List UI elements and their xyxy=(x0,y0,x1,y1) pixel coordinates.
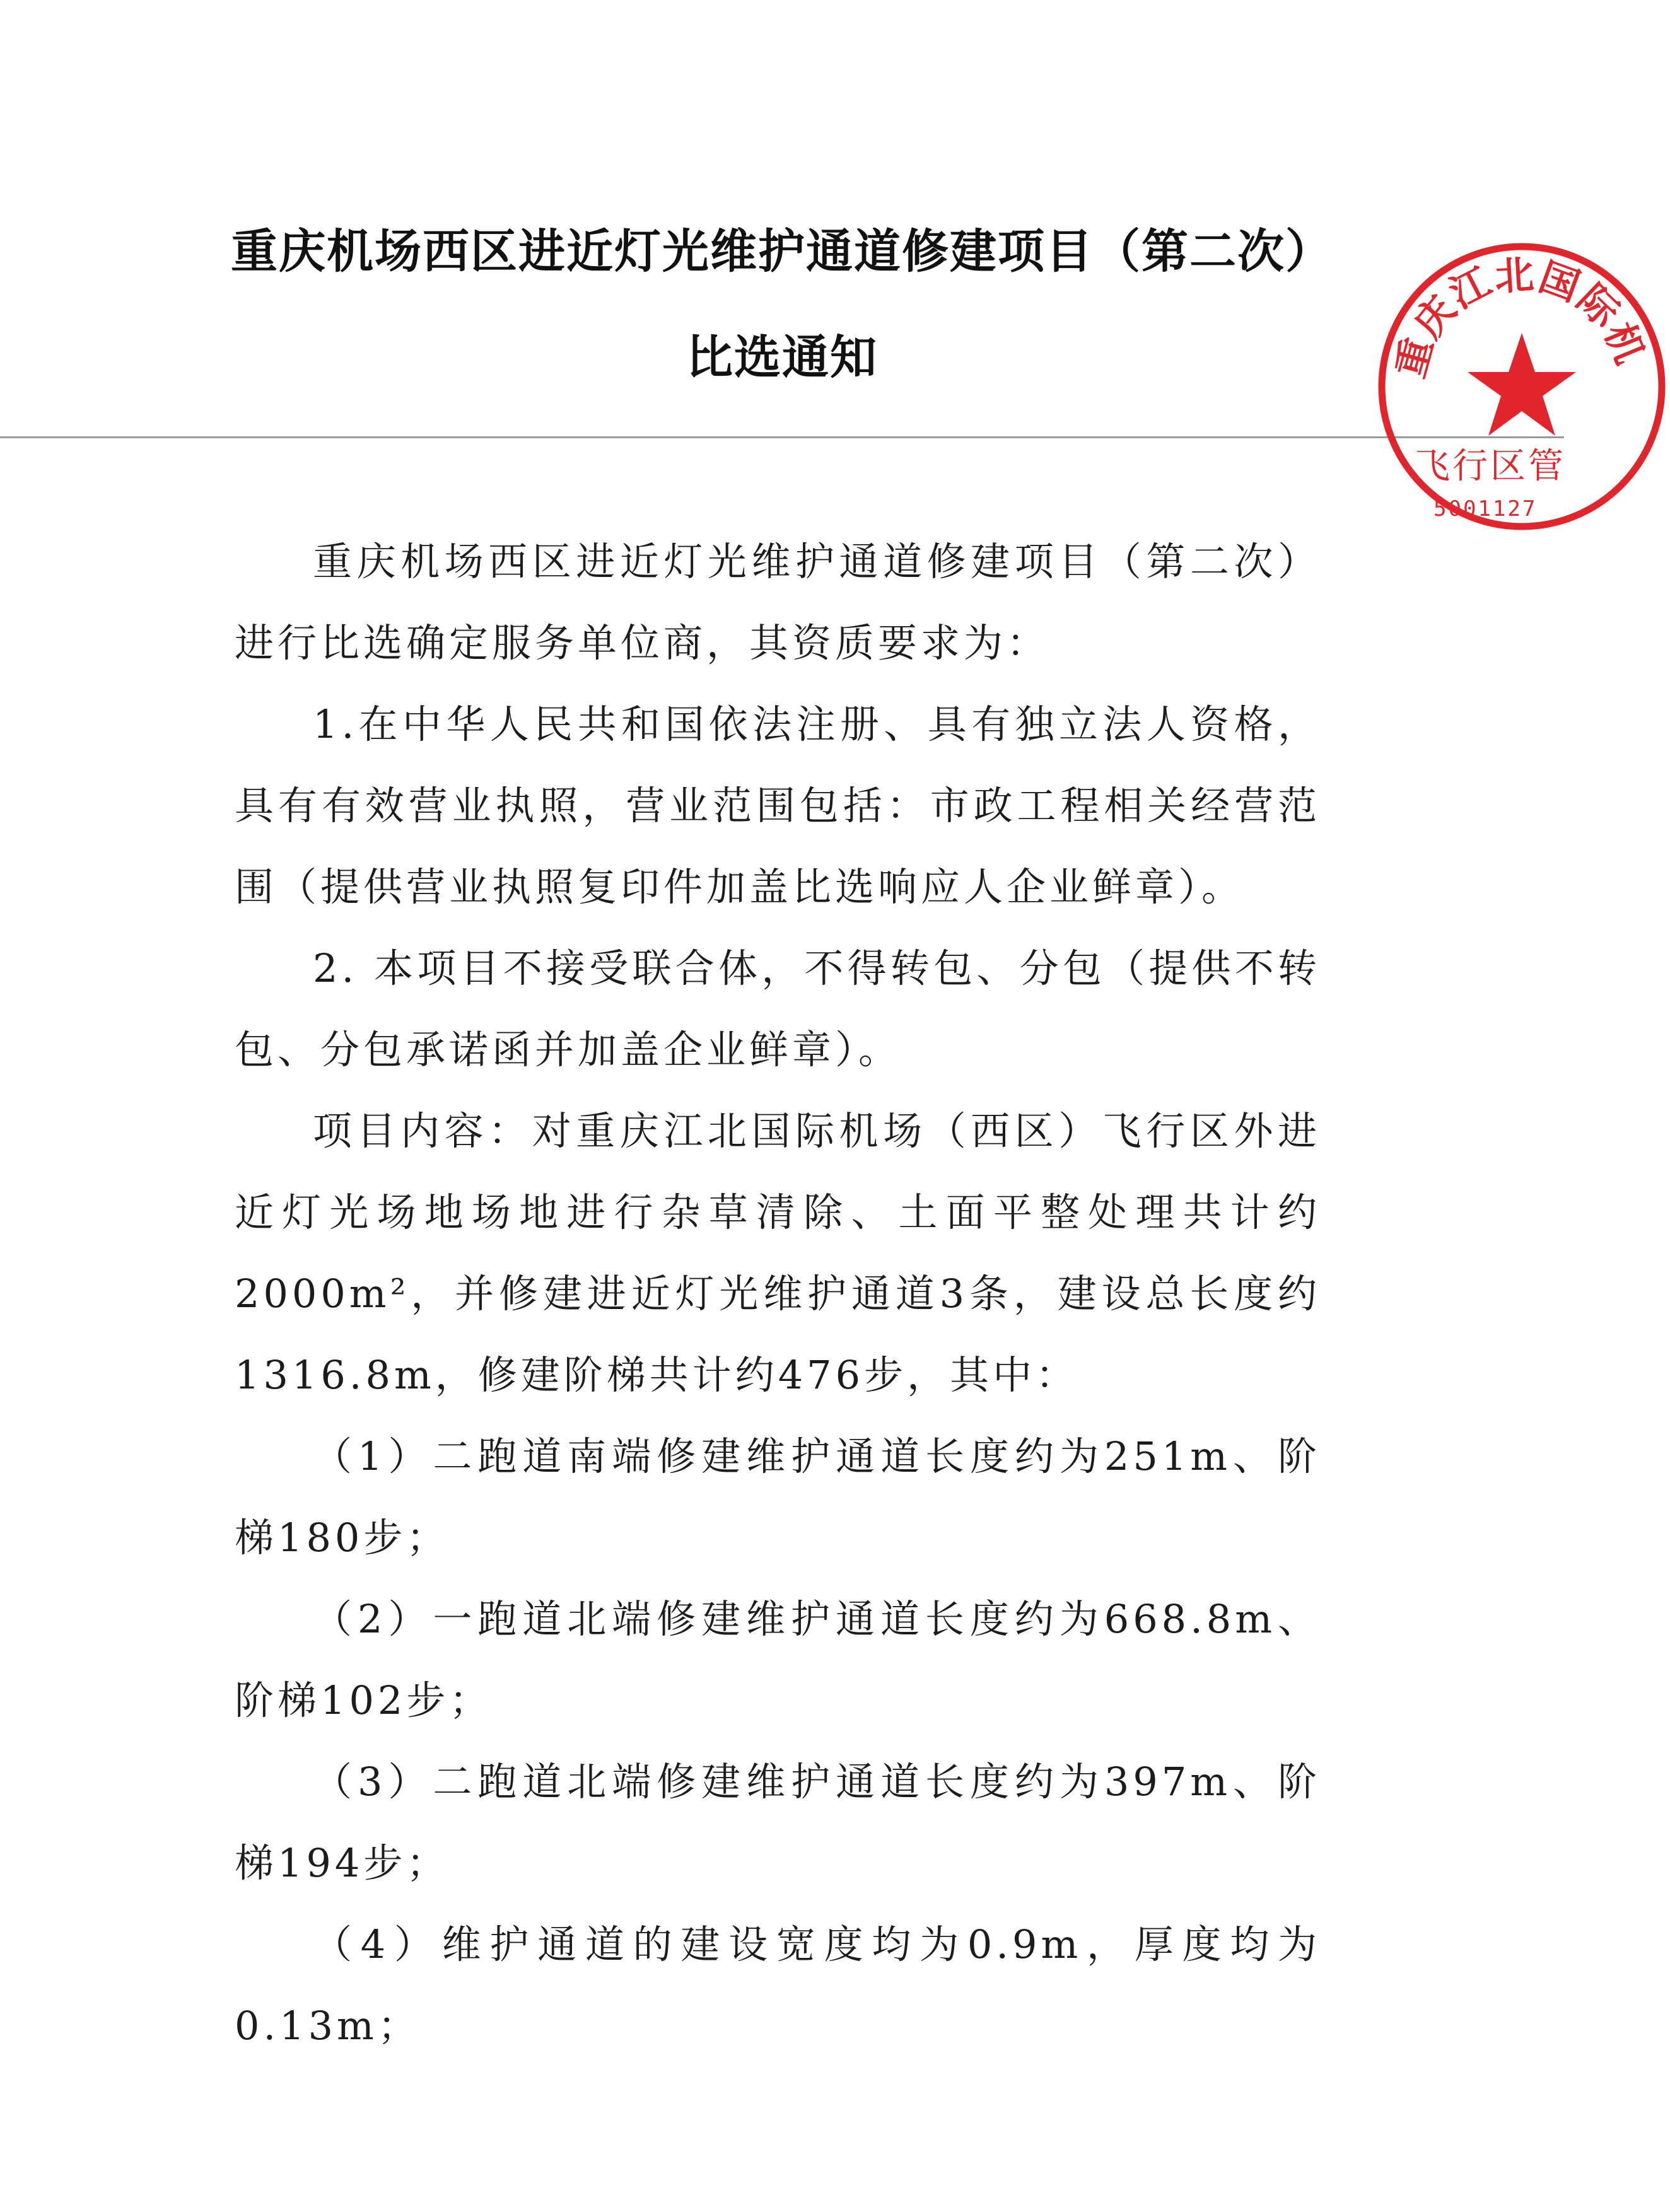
seal-number-text: 5001127 xyxy=(1434,496,1538,521)
item-3: （3）二跑道北端修建维护通道长度约为397m、阶梯194步； xyxy=(235,1759,1321,1886)
seal-top-text: 重庆江北国际机 xyxy=(1387,251,1654,383)
document-title: 重庆机场西区进近灯光维护通道修建项目（第二次） xyxy=(231,224,1333,279)
item-4: （4）维护通道的建设宽度均为0.9m，厚度均为0.13m； xyxy=(235,1921,1321,2049)
official-seal xyxy=(1374,238,1670,535)
item-1: （1）二跑道南端修建维护通道长度约为251m、阶梯180步； xyxy=(235,1433,1321,1561)
requirement-2: 2. 本项目不接受联合体，不得转包、分包（提供不转包、分包承诺函并加盖企业鲜章）。 xyxy=(235,945,1321,1073)
seal-middle-text: 飞行区管 xyxy=(1415,446,1566,487)
title-divider xyxy=(0,436,1564,438)
item-2: （2）一跑道北端修建维护通道长度约为668.8m、阶梯102步； xyxy=(235,1596,1321,1723)
project-content: 项目内容：对重庆江北国际机场（西区）飞行区外进近灯光场地场地进行杂草清除、土面平整处理共计约2000m²，并修建进近灯光维护通道3条，建设总长度约1316.8m，修建阶梯共计约476步，其中： xyxy=(235,1108,1321,1398)
document-subtitle: 比选通知 xyxy=(686,330,878,385)
requirement-1: 1.在中华人民共和国依法注册、具有独立法人资格，具有有效营业执照，营业范围包括：市政工程相关经营范围（提供营业执照复印件加盖比选响应人企业鲜章）。 xyxy=(235,701,1321,910)
intro-paragraph: 重庆机场西区进近灯光维护通道修建项目（第二次）进行比选确定服务单位商，其资质要求为： xyxy=(235,538,1321,666)
seal-star-icon xyxy=(1468,333,1576,436)
notice-body xyxy=(235,521,1321,2066)
